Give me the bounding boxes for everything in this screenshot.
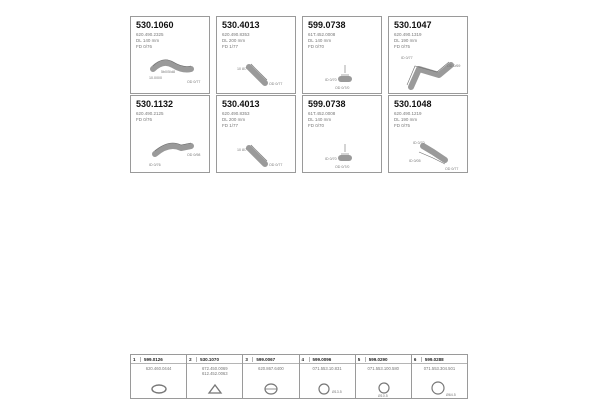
gasket-triangle-icon: [187, 379, 243, 399]
part-ref: 620.490.2325: [136, 32, 164, 37]
part-number: 530.1048: [394, 99, 432, 109]
cell-number: 2: [189, 357, 197, 362]
clamp-ring-icon: [356, 379, 412, 399]
dim-label: ID 0/77: [401, 56, 413, 60]
part-length: DL 140 mm: [136, 38, 160, 43]
part-number: 530.1060: [136, 20, 174, 30]
part-card-8[interactable]: [388, 95, 468, 173]
exhaust-pipe-drawing: [303, 96, 383, 174]
fitting-number: 599.0067: [256, 356, 276, 362]
part-diameter: FD 0/76: [136, 117, 153, 122]
part-diameter: FD 1/77: [222, 44, 239, 49]
part-number: 530.4013: [222, 99, 260, 109]
fitting-cell-2[interactable]: [187, 355, 243, 398]
part-card-5[interactable]: [130, 95, 210, 173]
part-ref: 61T.452.0008: [308, 111, 336, 116]
cell-number: 4: [302, 357, 310, 362]
dim-label: 5b0/5/d8: [161, 70, 175, 74]
dim-label: 10 8/7: [237, 148, 247, 152]
dim-label: OD 0/77: [269, 82, 283, 86]
part-diameter: FD 0/70: [308, 44, 325, 49]
part-length: DL 200 mm: [222, 117, 246, 122]
dim-label: ID 0/05: [409, 159, 421, 163]
dim-label: OD 0/7/0: [335, 86, 350, 90]
part-card-7[interactable]: [302, 95, 382, 173]
fitting-ref: 672.450.0069: [201, 366, 228, 371]
part-length: DL 140 mm: [308, 38, 332, 43]
part-length: DL 140 mm: [308, 117, 332, 122]
part-diameter: FD 0/75: [394, 123, 411, 128]
gasket-ring-icon: [131, 379, 187, 399]
exhaust-pipe-drawing: [389, 96, 469, 174]
part-number: 530.1047: [394, 20, 432, 30]
clamp-ring-icon: [300, 379, 356, 399]
part-ref: 620.490.8353: [222, 111, 250, 116]
pipe-clamp-icon: [243, 379, 299, 399]
part-diameter: FD 0/75: [394, 44, 411, 49]
dim-label: OD 0/77: [269, 163, 283, 167]
exhaust-pipe-drawing: [303, 17, 383, 95]
part-card-1[interactable]: [130, 16, 210, 94]
fittings-strip: [130, 354, 468, 399]
dim-label: 10.0/0/0: [149, 76, 162, 80]
part-card-4[interactable]: [388, 16, 468, 94]
part-diameter: FD 1/77: [222, 123, 239, 128]
part-ref: 620.490.2125: [136, 111, 164, 116]
dim-label: ID 0/70: [413, 141, 425, 145]
dim-label: OD 0/77: [445, 167, 459, 171]
exhaust-pipe-drawing: [131, 96, 211, 174]
exhaust-pipe-drawing: [217, 96, 297, 174]
exhaust-pipe-drawing: [131, 17, 211, 95]
dim-label: OD 0/98: [187, 153, 201, 157]
fitting-ref: 071.553.100.580: [367, 366, 399, 371]
part-ref: 620.490.1319: [394, 32, 422, 37]
fitting-number: 599.0290: [368, 356, 388, 362]
part-card-3[interactable]: [302, 16, 382, 94]
dim-label: OD 0/7/0: [335, 165, 350, 169]
fitting-number: 599.0288: [424, 356, 444, 362]
exhaust-pipe-drawing: [217, 17, 297, 95]
fitting-number: 599.0126: [144, 356, 163, 362]
part-length: DL 190 mm: [394, 117, 418, 122]
fitting-number: 599.0096: [312, 356, 332, 362]
fitting-cell-5[interactable]: [356, 355, 412, 398]
part-card-6[interactable]: [216, 95, 296, 173]
cell-number: 1: [133, 357, 141, 362]
fitting-cell-4[interactable]: [300, 355, 356, 398]
part-ref: 61T.452.0008: [308, 32, 336, 37]
diameter-label: Ø10.5: [377, 394, 388, 398]
cell-number: 3: [245, 357, 253, 362]
part-length: DL 190 mm: [394, 38, 418, 43]
part-length: DL 200 mm: [222, 38, 246, 43]
part-number: 599.0738: [308, 99, 346, 109]
diameter-label: Ø13.5: [331, 390, 342, 394]
part-card-2[interactable]: [216, 16, 296, 94]
cell-number: 5: [358, 357, 366, 362]
part-number: 599.0738: [308, 20, 346, 30]
fitting-number: 530.1070: [200, 356, 219, 362]
dim-label: ID 0/70: [325, 157, 337, 161]
part-number: 530.1132: [136, 99, 174, 109]
part-diameter: FD 0/70: [308, 123, 325, 128]
fitting-ref: 620.460.0444: [145, 366, 172, 371]
fitting-ref: 620.867.6400: [258, 366, 284, 371]
exhaust-pipe-drawing: [389, 17, 469, 95]
fitting-cell-6[interactable]: [412, 355, 467, 398]
dim-label: ID 0/76: [149, 163, 161, 167]
dim-label: OD 0/77: [187, 80, 201, 84]
fitting-cell-3[interactable]: [243, 355, 299, 398]
clamp-ring-icon: [412, 379, 468, 399]
dim-label: OD 0/69: [447, 64, 461, 68]
dim-label: 10 8/7: [237, 67, 247, 71]
fitting-ref-alt: 612.452.0063: [201, 371, 228, 376]
dim-label: ID 0/70: [325, 78, 337, 82]
part-diameter: FD 0/76: [136, 44, 153, 49]
fitting-ref: 071.553.10.831: [312, 366, 342, 371]
part-ref: 620.490.1219: [394, 111, 422, 116]
fitting-cell-1[interactable]: [131, 355, 187, 398]
cell-number: 6: [414, 357, 422, 362]
fitting-ref: 071.553.304.501: [423, 366, 456, 371]
part-number: 530.4013: [222, 20, 260, 30]
part-ref: 620.490.8353: [222, 32, 250, 37]
diameter-label: Ø64.5: [445, 393, 456, 397]
